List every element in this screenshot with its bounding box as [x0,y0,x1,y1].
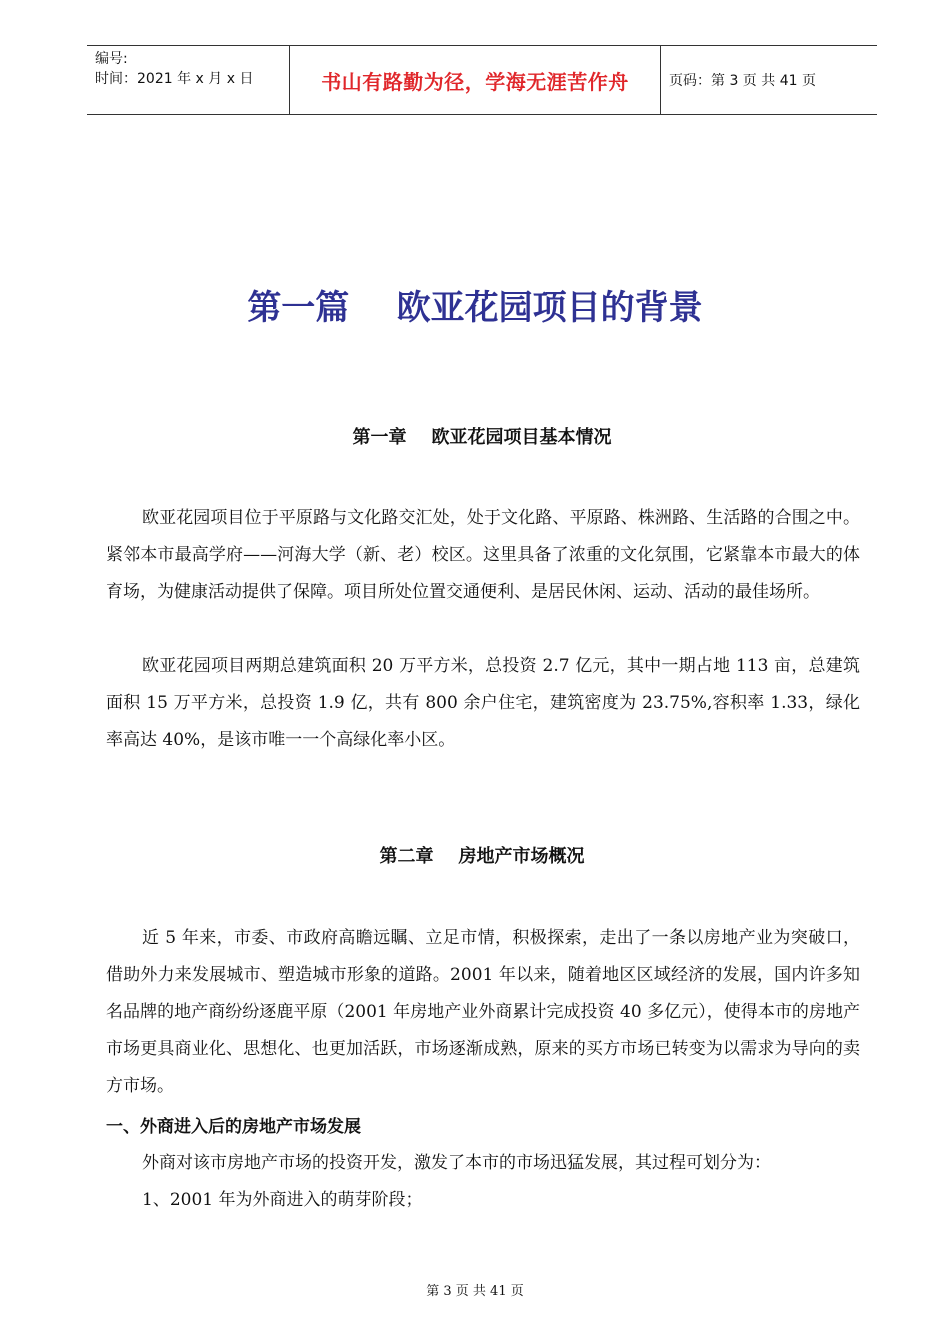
page-footer: 第 3 页 共 41 页 [426,1284,524,1299]
section-heading: 一、外商进入后的房地产市场发展 [106,1117,361,1137]
number-label: 编号: [95,51,128,67]
part-title: 第一篇 欧亚花园项目的背景 [247,288,703,328]
chapter2-paragraph: 近 5 年来，市委、市政府高瞻远瞩、立足市情，积极探索，走出了一条以房地产业为突破口，借助外力来发展城市、塑造城市形象的道路。2001 年以来，随着地区区域经济的发展，国内许多知名品牌的地产商纷纷逐鹿平原（2001 年房地产业外商累计完成投资 40 多亿元），使得本市的房地产市场更具商业化、思想化、也更加活跃，市场逐渐成熟，原来的买方市场已转变为以需求为导向的卖方市场。 [106,928,860,1096]
list-item-1: 1、2001 年为外商进入的萌芽阶段； [142,1190,423,1210]
header-motto: 书山有路勤为径，学海无涯苦作舟 [321,69,629,94]
chapter1-paragraph-1: 欧亚花园项目位于平原路与文化路交汇处，处于文化路、平原路、株洲路、生活路的合围之中。紧邻本市最高学府——河海大学（新、老）校区。这里具备了浓重的文化氛围，它紧靠本市最大的体育场，为健康活动提供了保障。项目所处位置交通便利、是居民休闲、运动、活动的最佳场所。 [106,508,860,602]
chapter1-paragraph-2: 欧亚花园项目两期总建筑面积 20 万平方米，总投资 2.7 亿元，其中一期占地 113 亩，总建筑面积 15 万平方米，总投资 1.9 亿，共有 800 余户住宅，建筑密度为 23.75%,容积率 1.33，绿化率高达 40%，是该市唯一一个高绿化率小区。 [106,656,860,750]
page-header [87,45,877,115]
time-label: 时间：2021 年 x 月 x 日 [95,71,254,87]
section-intro: 外商对该市房地产市场的投资开发，激发了本市的市场迅猛发展，其过程可划分为： [142,1153,771,1173]
header-motto-cell [289,46,661,114]
chapter2-title: 第二章 房地产市场概况 [379,846,585,867]
chapter1-title: 第一章 欧亚花园项目基本情况 [352,427,612,448]
header-page-info: 页码：第 3 页 共 41 页 [669,73,816,89]
header-meta [87,46,289,114]
